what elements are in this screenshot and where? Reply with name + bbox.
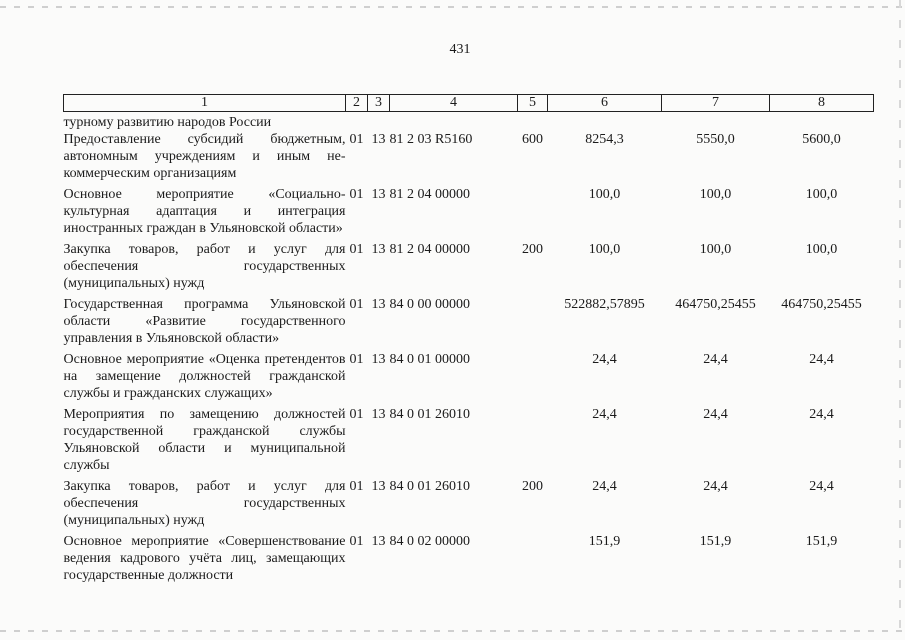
header-col-6: 6 [548, 95, 662, 112]
row-value-col8: 24,4 [809, 352, 834, 367]
header-col-2: 2 [346, 95, 368, 112]
row-value-col8: 151,9 [805, 534, 838, 549]
row-target-code [390, 112, 518, 132]
row-expense-type [518, 292, 548, 347]
row-section: 01 [349, 132, 364, 147]
row-value-col8: 24,4 [809, 407, 834, 422]
row-value-col6: 24,4 [592, 479, 617, 494]
row-target-code: 84 0 01 26010 [389, 407, 470, 422]
table-row [64, 529, 874, 584]
row-value-col7: 464750,25455 [675, 297, 756, 312]
scan-edge-top [0, 6, 905, 8]
row-value-col8: 464750,25455 [781, 297, 862, 312]
row-value-col6: 100,0 [588, 242, 621, 257]
row-value-col7: 24,4 [703, 479, 728, 494]
row-expense-type: 200 [522, 242, 543, 257]
row-value-col6: 151,9 [588, 534, 621, 549]
row-expense-type [518, 182, 548, 237]
row-value-col8: 5600,0 [802, 132, 841, 147]
row-subsection: 13 [371, 479, 386, 494]
row-value-col7: 24,4 [703, 352, 728, 367]
table-row [64, 112, 874, 132]
row-value-col8 [770, 112, 874, 132]
row-description: турному развитию народов России [63, 115, 272, 130]
row-expense-type [518, 402, 548, 474]
table-row [64, 402, 874, 474]
header-row [64, 95, 874, 112]
row-description: Закупка товаров, работ и услуг для обеспечения государственных (муниципальных) нужд [63, 479, 346, 528]
row-section: 01 [349, 479, 364, 494]
budget-table [63, 94, 874, 584]
row-value-col8: 24,4 [809, 479, 834, 494]
row-description: Предоставление субсидий бюджетным, автономным учреждениям и иным не-коммерческим организациям [63, 132, 346, 181]
row-value-col6: 522882,57895 [564, 297, 645, 312]
row-target-code: 84 0 02 00000 [389, 534, 470, 549]
row-expense-type: 200 [522, 479, 543, 494]
row-target-code: 81 2 04 00000 [389, 242, 470, 257]
row-subsection: 13 [371, 297, 386, 312]
table-body [64, 112, 874, 585]
row-description: Основное мероприятие «Социально-культурная адаптация и интеграция иностранных граждан в Ульяновской области» [63, 187, 346, 236]
row-subsection: 13 [371, 187, 386, 202]
row-description: Закупка товаров, работ и услуг для обеспечения государственных (муниципальных) нужд [63, 242, 346, 291]
header-col-8: 8 [770, 95, 874, 112]
row-target-code: 81 2 04 00000 [389, 187, 470, 202]
row-subsection [368, 112, 390, 132]
scan-edge-right [899, 0, 901, 640]
header-col-5: 5 [518, 95, 548, 112]
row-description: Основное мероприятие «Совершенствование ведения кадрового учёта лиц, замещающих государственные должности [63, 534, 346, 583]
row-expense-type [518, 529, 548, 584]
row-expense-type [518, 347, 548, 402]
table-row [64, 131, 874, 182]
row-description: Государственная программа Ульяновской области «Развитие государственного управления в Ульяновской области» [63, 297, 346, 346]
row-description: Мероприятия по замещению должностей государственной гражданской службы Ульяновской области и муниципальной службы [63, 407, 346, 473]
row-subsection: 13 [371, 242, 386, 257]
header-col-7: 7 [662, 95, 770, 112]
row-target-code: 84 0 01 26010 [389, 479, 470, 494]
table-row [64, 474, 874, 529]
row-section: 01 [349, 297, 364, 312]
header-col-3: 3 [368, 95, 390, 112]
row-target-code: 84 0 01 00000 [389, 352, 470, 367]
table-row [64, 292, 874, 347]
row-section [346, 112, 368, 132]
row-section: 01 [349, 242, 364, 257]
row-expense-type: 600 [522, 132, 543, 147]
row-value-col6: 24,4 [592, 352, 617, 367]
table-header [64, 95, 874, 112]
row-description: Основное мероприятие «Оценка претендентов на замещение должностей гражданской службы и гражданских служащих» [63, 352, 346, 401]
table-row [64, 182, 874, 237]
row-target-code: 84 0 00 00000 [389, 297, 470, 312]
table-row [64, 347, 874, 402]
page-number: 431 [449, 42, 471, 57]
row-target-code: 81 2 03 R5160 [389, 132, 473, 147]
row-value-col7 [662, 112, 770, 132]
row-section: 01 [349, 534, 364, 549]
row-expense-type [518, 112, 548, 132]
row-value-col6 [548, 112, 662, 132]
row-value-col7: 100,0 [699, 187, 732, 202]
row-value-col7: 151,9 [699, 534, 732, 549]
row-section: 01 [349, 187, 364, 202]
row-value-col7: 5550,0 [696, 132, 735, 147]
header-col-1: 1 [64, 95, 346, 112]
header-col-4: 4 [390, 95, 518, 112]
row-value-col6: 24,4 [592, 407, 617, 422]
table-row [64, 237, 874, 292]
scan-edge-bottom [0, 630, 905, 632]
row-subsection: 13 [371, 534, 386, 549]
row-subsection: 13 [371, 407, 386, 422]
row-section: 01 [349, 407, 364, 422]
row-value-col6: 100,0 [588, 187, 621, 202]
row-value-col7: 24,4 [703, 407, 728, 422]
row-value-col6: 8254,3 [585, 132, 624, 147]
row-subsection: 13 [371, 352, 386, 367]
row-value-col7: 100,0 [699, 242, 732, 257]
row-section: 01 [349, 352, 364, 367]
row-value-col8: 100,0 [805, 187, 838, 202]
row-value-col8: 100,0 [805, 242, 838, 257]
row-subsection: 13 [371, 132, 386, 147]
